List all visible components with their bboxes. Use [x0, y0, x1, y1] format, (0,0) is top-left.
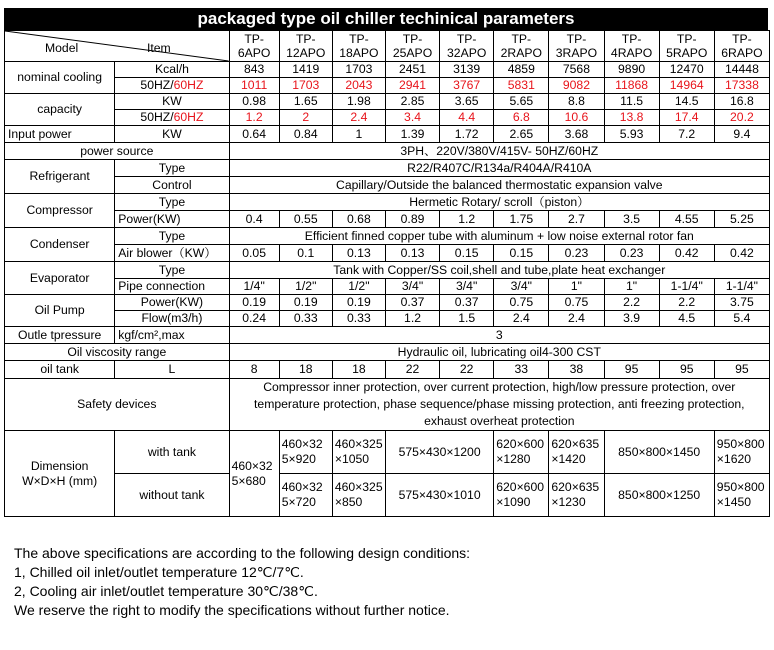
- value-cell: 9082: [549, 78, 604, 94]
- dim-cell: [279, 474, 332, 517]
- value-cell: 0.75: [549, 295, 604, 311]
- value-cell: 2.7: [549, 211, 604, 228]
- value-cell: Tank with Copper/SS coil,shell and tube,plate heat exchanger: [229, 262, 769, 279]
- sub-label: with tank: [115, 431, 229, 474]
- value-cell: 1703: [332, 62, 385, 78]
- header-model-label: Model: [45, 41, 79, 55]
- value-cell: 3.75: [714, 295, 769, 311]
- row-label: Evaporator: [5, 262, 115, 295]
- cooling-kw60-row: [5, 110, 770, 126]
- cooling-kcal-row: [5, 62, 770, 78]
- cell-line: ×1090: [496, 495, 531, 509]
- value-cell: 1.65: [279, 94, 332, 110]
- row-label: Oil Pump: [5, 295, 115, 327]
- value-cell: 18: [332, 361, 385, 379]
- value-cell: 4.5: [659, 311, 714, 327]
- value-cell: 20.2: [714, 110, 769, 126]
- value-cell: 0.33: [279, 311, 332, 327]
- note-line: 2, Cooling air inlet/outlet temperature 30℃/38℃.: [14, 583, 318, 599]
- cell-line: 620×600: [496, 480, 545, 494]
- dim-cell: [385, 431, 493, 474]
- safety-row: [5, 379, 770, 431]
- model-header: TP- 5RAPO: [659, 31, 714, 62]
- oil-pump-flow-row: [5, 311, 770, 327]
- row-label: Outle tpressure: [5, 327, 115, 344]
- value-cell: 16.8: [714, 94, 769, 110]
- document-title: packaged type oil chiller techinical parameters: [4, 8, 768, 30]
- unit-cell: 50HZ/60HZ: [115, 78, 229, 94]
- row-label: Compressor: [5, 194, 115, 228]
- value-cell: 3139: [440, 62, 494, 78]
- value-cell: 0.1: [279, 245, 332, 262]
- value-cell: 0.24: [229, 311, 279, 327]
- value-cell: 0.19: [279, 295, 332, 311]
- cell-line: 620×635: [551, 437, 600, 451]
- power-source-row: [5, 143, 770, 160]
- model-header: TP- 4RAPO: [604, 31, 659, 62]
- cell-line: 460×325: [334, 480, 383, 494]
- model-header: TP- 6RAPO: [714, 31, 769, 62]
- cell-line: ×1620: [716, 452, 752, 466]
- oil-pump-power-row: [5, 295, 770, 311]
- value-cell: 5.4: [714, 311, 769, 327]
- row-label: Condenser: [5, 228, 115, 262]
- value-cell: 2.4: [332, 110, 385, 126]
- value-cell: 1/4": [229, 279, 279, 295]
- value-cell: 3.5: [604, 211, 659, 228]
- cell-line: 620×635: [551, 480, 600, 494]
- value-cell: 3.4: [385, 110, 439, 126]
- value-cell: 0.15: [440, 245, 494, 262]
- value-cell: Capillary/Outside the balanced thermostatic expansion valve: [229, 177, 769, 194]
- value-cell: 1-1/4": [714, 279, 769, 295]
- cell-line: ×1420: [551, 452, 586, 466]
- value-cell: 1/2": [332, 279, 385, 295]
- value-cell: 1.5: [440, 311, 494, 327]
- value-cell: Efficient finned copper tube with aluminum + low noise external rotor fan: [229, 228, 769, 245]
- value-cell: 14448: [714, 62, 769, 78]
- value-cell: 0.13: [332, 245, 385, 262]
- value-cell: 1": [549, 279, 604, 295]
- dim-cell: [549, 474, 604, 517]
- cell-line: 5×720: [281, 495, 316, 509]
- value-cell: 3/4": [494, 279, 549, 295]
- note-line: We reserve the right to modify the specifications without further notice.: [14, 602, 450, 618]
- sub-label: Type: [115, 262, 229, 279]
- cell-line: ×850: [334, 495, 363, 509]
- value-cell: 1.2: [440, 211, 494, 228]
- value-cell: 2451: [385, 62, 439, 78]
- value-cell: 38: [549, 361, 604, 379]
- refrigerant-type-row: [5, 160, 770, 177]
- value-cell: 3.9: [604, 311, 659, 327]
- value-cell: 0.42: [714, 245, 769, 262]
- compressor-power-row: [5, 211, 770, 228]
- value-cell: 95: [604, 361, 659, 379]
- value-cell: 0.37: [385, 295, 439, 311]
- value-cell: 2043: [332, 78, 385, 94]
- value-cell: 3/4": [385, 279, 439, 295]
- unit-cell: kgf/cm²,max: [115, 327, 229, 344]
- dim-cell: [549, 431, 604, 474]
- value-cell: 5831: [494, 78, 549, 94]
- dim-cell: [604, 431, 714, 474]
- value-cell: 9890: [604, 62, 659, 78]
- cell-line: ×1230: [551, 495, 586, 509]
- cell-line: ×1450: [716, 495, 752, 509]
- unit-cell: Kcal/h: [115, 62, 229, 78]
- cell-line: 460×32: [231, 458, 273, 473]
- model-header: TP- 6APO: [229, 31, 279, 62]
- cell-line: Dimension: [30, 459, 89, 473]
- value-cell: 3/4": [440, 279, 494, 295]
- value-cell: 0.23: [604, 245, 659, 262]
- value-cell: 1": [604, 279, 659, 295]
- value-cell: 0.4: [229, 211, 279, 228]
- value-cell: 1.2: [229, 110, 279, 126]
- value-cell: 2.4: [494, 311, 549, 327]
- value-cell: 0.68: [332, 211, 385, 228]
- value-cell: 17.4: [659, 110, 714, 126]
- value-cell: 3: [229, 327, 769, 344]
- cell-line: 950×800: [716, 480, 765, 494]
- value-cell: 22: [440, 361, 494, 379]
- value-cell: 0.89: [385, 211, 439, 228]
- dim-cell: [604, 474, 714, 517]
- cell-line: 5×680: [231, 473, 266, 488]
- value-cell: 5.93: [604, 126, 659, 143]
- value-cell: 8.8: [549, 94, 604, 110]
- model-item-header: [5, 31, 230, 62]
- dim-cell: [714, 431, 769, 474]
- value-cell: 2: [279, 110, 332, 126]
- value-cell: 1703: [279, 78, 332, 94]
- sub-label: Air blower（KW）: [115, 245, 229, 262]
- value-cell: Hydraulic oil, lubricating oil4-300 CST: [229, 344, 769, 361]
- model-header: TP- 2RAPO: [494, 31, 549, 62]
- cooling-kw-row: [5, 94, 770, 110]
- cell-line: 575×430×1200: [398, 444, 481, 459]
- value-cell: 12470: [659, 62, 714, 78]
- value-cell: 0.15: [494, 245, 549, 262]
- value-cell: 3767: [440, 78, 494, 94]
- evaporator-pipe-row: [5, 279, 770, 295]
- value-cell: 0.55: [279, 211, 332, 228]
- cell-line: 950×800: [716, 437, 765, 451]
- value-cell: 0.13: [385, 245, 439, 262]
- value-cell: 0.42: [659, 245, 714, 262]
- value-cell: 18: [279, 361, 332, 379]
- header-row: [5, 31, 770, 62]
- cell-line: nominal cooling: [17, 70, 102, 85]
- value-cell: 2.85: [385, 94, 439, 110]
- value-cell: 0.64: [229, 126, 279, 143]
- value-cell: 1/2": [279, 279, 332, 295]
- condenser-blower-row: [5, 245, 770, 262]
- dim-cell: [385, 474, 493, 517]
- cell-line: W×D×H (mm): [22, 473, 98, 488]
- value-cell: 2.4: [549, 311, 604, 327]
- cell-line: 850×800×1250: [618, 487, 701, 502]
- value-cell: 0.98: [229, 94, 279, 110]
- sub-label: Pipe connection: [115, 279, 229, 295]
- cell-line: 575×430×1010: [398, 487, 481, 502]
- value-cell: 1.39: [385, 126, 439, 143]
- row-label: power source: [5, 143, 230, 160]
- note-line: 1, Chilled oil inlet/outlet temperature 12℃/7℃.: [14, 564, 304, 580]
- value-cell: 95: [714, 361, 769, 379]
- dimension-without-row: [5, 474, 770, 517]
- dim-cell: [494, 474, 549, 517]
- dim-cell: [229, 431, 279, 517]
- cell-line: 620×600: [496, 437, 545, 451]
- value-cell: 1: [332, 126, 385, 143]
- value-cell: 14.5: [659, 94, 714, 110]
- value-cell: 1.72: [440, 126, 494, 143]
- cell-line: 460×32: [281, 480, 323, 494]
- value-cell: 5.65: [494, 94, 549, 110]
- row-label: Refrigerant: [5, 160, 115, 194]
- value-cell: 1011: [229, 78, 279, 94]
- refrigerant-control-row: [5, 177, 770, 194]
- cooling-kcal60-row: [5, 78, 770, 94]
- value-cell: 14964: [659, 78, 714, 94]
- sub-label: Power(KW): [115, 211, 229, 228]
- value-cell: 33: [494, 361, 549, 379]
- value-cell: 2941: [385, 78, 439, 94]
- value-cell: 8: [229, 361, 279, 379]
- value-cell: 7.2: [659, 126, 714, 143]
- row-label: oil tank: [5, 361, 115, 379]
- model-header: TP- 12APO: [279, 31, 332, 62]
- sub-label: Flow(m3/h): [115, 311, 229, 327]
- value-cell: 0.75: [494, 295, 549, 311]
- condenser-type-row: [5, 228, 770, 245]
- sub-label: Type: [115, 160, 229, 177]
- value-cell: 0.19: [332, 295, 385, 311]
- value-cell: 95: [659, 361, 714, 379]
- value-cell: R22/R407C/R134a/R404A/R410A: [229, 160, 769, 177]
- unit-cell: L: [115, 361, 229, 379]
- value-cell: 1.2: [385, 311, 439, 327]
- row-label: Safety devices: [5, 379, 230, 431]
- value-cell: 0.37: [440, 295, 494, 311]
- dim-cell: [494, 431, 549, 474]
- value-cell: 4.4: [440, 110, 494, 126]
- value-cell: 2.2: [604, 295, 659, 311]
- value-cell: 843: [229, 62, 279, 78]
- value-cell: 11.5: [604, 94, 659, 110]
- cell-line: 460×32: [281, 437, 323, 451]
- cooling-label-2: [5, 94, 115, 126]
- dimension-label: [5, 431, 115, 517]
- unit-cell: KW: [115, 126, 229, 143]
- compressor-type-row: [5, 194, 770, 211]
- row-label: Input power: [5, 126, 115, 143]
- value-cell: 17338: [714, 78, 769, 94]
- dimension-with-row: [5, 431, 770, 474]
- cell-line: 850×800×1450: [618, 444, 701, 459]
- header-item-label: Item: [147, 41, 171, 55]
- value-cell: 4859: [494, 62, 549, 78]
- outlet-pressure-row: [5, 327, 770, 344]
- sub-label: Control: [115, 177, 229, 194]
- design-notes: [14, 544, 470, 620]
- sub-label: Type: [115, 228, 229, 245]
- dim-cell: [332, 474, 385, 517]
- value-cell: 1.75: [494, 211, 549, 228]
- value-cell: 7568: [549, 62, 604, 78]
- value-cell: 13.8: [604, 110, 659, 126]
- value-cell: 10.6: [549, 110, 604, 126]
- model-header: TP- 3RAPO: [549, 31, 604, 62]
- value-cell: 6.8: [494, 110, 549, 126]
- cell-line: 460×325: [334, 437, 383, 451]
- model-header: TP- 25APO: [385, 31, 439, 62]
- value-cell: 22: [385, 361, 439, 379]
- cell-line: ×1050: [334, 452, 370, 466]
- value-cell: Hermetic Rotary/ scroll（piston）: [229, 194, 769, 211]
- dim-cell: [714, 474, 769, 517]
- value-cell: 3.65: [440, 94, 494, 110]
- value-cell: 1.98: [332, 94, 385, 110]
- cell-line: capacity: [37, 102, 82, 117]
- spec-table: [4, 30, 770, 517]
- dim-cell: [332, 431, 385, 474]
- cell-line: ×1280: [496, 452, 531, 466]
- sub-label: Power(KW): [115, 295, 229, 311]
- dim-cell: [279, 431, 332, 474]
- input-power-row: [5, 126, 770, 143]
- value-cell: 0.84: [279, 126, 332, 143]
- unit-cell: KW: [115, 94, 229, 110]
- value-cell: 1419: [279, 62, 332, 78]
- model-header: TP- 18APO: [332, 31, 385, 62]
- value-cell: 3PH、220V/380V/415V- 50HZ/60HZ: [229, 143, 769, 160]
- row-label: Oil viscosity range: [5, 344, 230, 361]
- cooling-label: [5, 62, 115, 94]
- value-cell: 2.65: [494, 126, 549, 143]
- oil-viscosity-row: [5, 344, 770, 361]
- sub-label: Type: [115, 194, 229, 211]
- value-cell: 0.05: [229, 245, 279, 262]
- model-header: TP- 32APO: [440, 31, 494, 62]
- value-cell: 9.4: [714, 126, 769, 143]
- diagonal-divider: [5, 31, 229, 61]
- value-cell: 11868: [604, 78, 659, 94]
- oil-tank-row: [5, 361, 770, 379]
- value-cell: 2.2: [659, 295, 714, 311]
- value-cell: 0.19: [229, 295, 279, 311]
- value-cell: 5.25: [714, 211, 769, 228]
- sub-label: without tank: [115, 474, 229, 517]
- evaporator-type-row: [5, 262, 770, 279]
- value-cell: 0.23: [549, 245, 604, 262]
- value-cell: 0.33: [332, 311, 385, 327]
- value-cell: 3.68: [549, 126, 604, 143]
- value-cell: 4.55: [659, 211, 714, 228]
- note-line: The above specifications are according to the following design conditions:: [14, 545, 471, 561]
- value-cell: 1-1/4": [659, 279, 714, 295]
- safety-value: Compressor inner protection, over current protection, high/low pressure protection, over temperature protection, phase sequence/phase missing protection, anti freezing protection, exhaust overheat protection: [229, 379, 769, 431]
- cell-line: 5×920: [281, 452, 316, 466]
- unit-cell: 50HZ/60HZ: [115, 110, 229, 126]
